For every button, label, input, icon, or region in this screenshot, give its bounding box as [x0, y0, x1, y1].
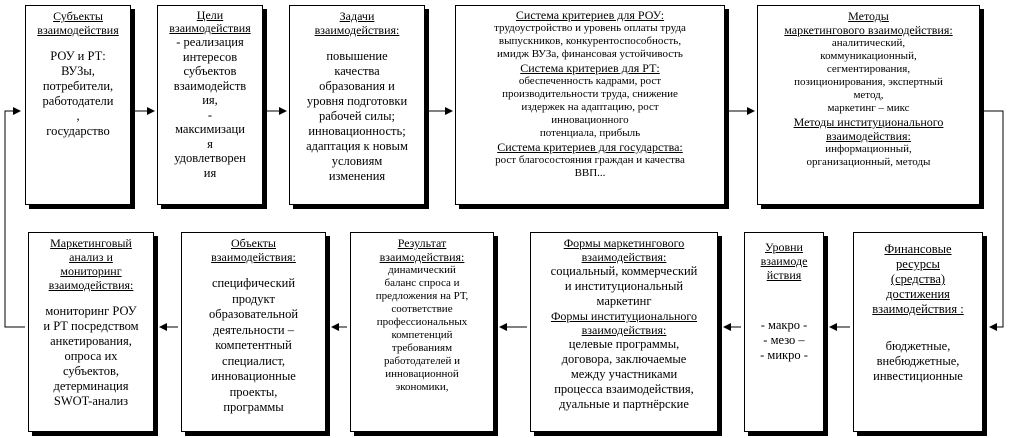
criteria-rou-title: Система критериев для РОУ: — [515, 8, 665, 22]
subjects-box — [25, 5, 131, 205]
analysis-body: мониторинг РОУ и РТ посредством анкетирования, опроса их субъектов, детерминация SWOT-анализ — [43, 304, 139, 408]
goals-body: - реализация интересов субъектов взаимодейств ия, - максимизаци я удовлетворен ия — [173, 35, 247, 180]
forms-marketing-body: социальный, коммерческий и институциональный маркетинг — [550, 264, 698, 308]
result-box — [350, 232, 494, 432]
goals-title: Цели взаимодействия — [169, 8, 251, 35]
analysis-box — [28, 232, 154, 432]
tasks-body: повышение качества образования и уровня подготовки рабочей силы; инновационность; адаптация к новым условиям изменения — [306, 49, 408, 183]
goals-box — [157, 5, 263, 205]
methods-box — [757, 5, 980, 205]
levels-body: - макро - - мезо – - микро - — [760, 318, 808, 362]
methods-institutional-body: информационный, организационный, методы — [806, 143, 931, 168]
arrow-methods-to-finance — [980, 111, 1003, 327]
forms-institutional-body: целевые программы, договора, заключаемые между участниками процесса взаимодействия, дуальные и партнёрские — [554, 337, 694, 411]
forms-box — [530, 232, 718, 432]
tasks-box — [289, 5, 425, 205]
result-title: Результат взаимодействия: — [379, 236, 465, 264]
subjects-body: РОУ и РТ: ВУЗы, потребители, работодатели , государство — [42, 49, 114, 138]
methods-marketing-title: Методы маркетингового взаимодействия: — [784, 9, 953, 37]
tasks-title: Задачи взаимодействия: — [314, 9, 400, 37]
criteria-rou-body: трудоустройство и уровень оплаты труда выпускников, конкурентоспособность, имидж ВУЗа, финансовая устойчивость — [494, 22, 686, 60]
methods-marketing-body: аналитический, коммуникационный, сегментирования, позиционирования, экспертный метод, маркетинг – микс — [794, 37, 943, 114]
criteria-rt-title: Система критериев для РТ: — [520, 61, 660, 75]
criteria-state-title: Система критериев для государства: — [497, 140, 683, 154]
objects-box — [181, 232, 326, 432]
analysis-title: Маркетинговый анализ и мониторинг взаимодействия: — [48, 236, 134, 292]
finance-body: бюджетные, внебюджетные, инвестиционные — [873, 339, 963, 383]
methods-institutional-title: Методы институционального взаимодействия: — [793, 115, 944, 143]
objects-body: специфический продукт образовательной деятельности – компетентный специалист, инновационные проекты, программы — [208, 276, 299, 414]
finance-title: Финансовые ресурсы (средства) достижения взаимодействия : — [872, 242, 964, 316]
levels-title: Уровни взаимоде йствия — [760, 240, 808, 282]
forms-marketing-title: Формы маркетингового взаимодействия: — [563, 236, 685, 264]
finance-box — [853, 232, 983, 432]
arrow-analysis-to-subjects — [5, 111, 25, 327]
subjects-title: Субъекты взаимодействия — [37, 9, 119, 37]
criteria-box — [455, 5, 725, 205]
criteria-state-body: рост благосостояния граждан и качества ВВП... — [495, 154, 685, 179]
criteria-rt-body: обеспеченность кадрами, рост производительности труда, снижение издержек на адаптацию, рост инновационного потенциала, прибыль — [502, 75, 678, 139]
levels-box — [744, 232, 824, 432]
objects-title: Объекты взаимодействия: — [211, 236, 296, 264]
forms-institutional-title: Формы институционального взаимодействия: — [550, 309, 698, 337]
result-body: динамический баланс спроса и предложения на РТ, соответствие профессиональных компетенций требованиям работодателей и инновационной экономики, — [375, 264, 469, 393]
